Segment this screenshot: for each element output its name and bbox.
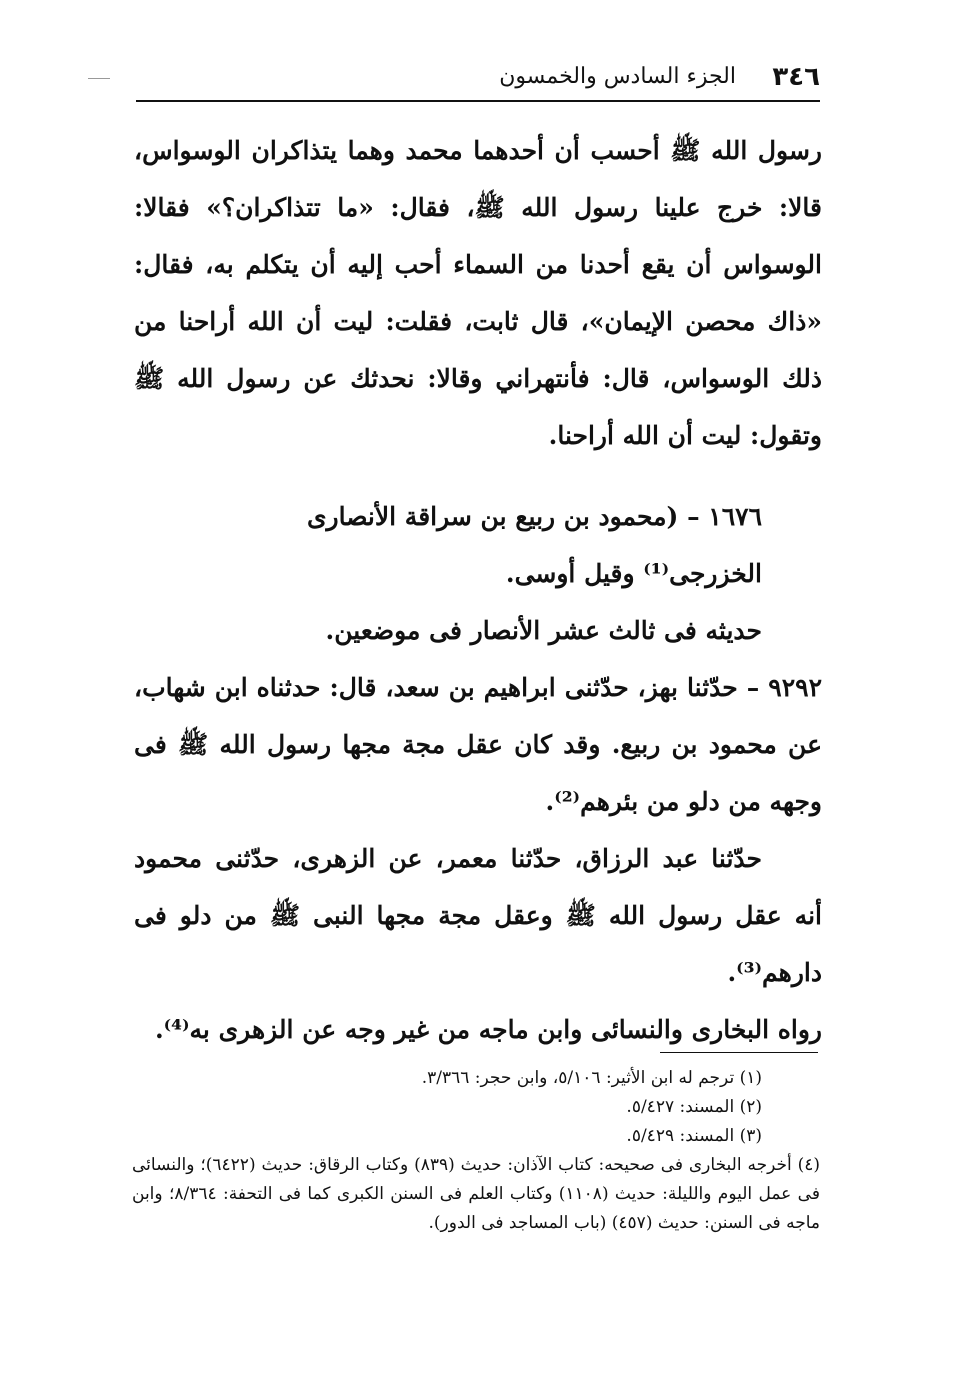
header-title: الجزء السادس والخمسون xyxy=(499,64,736,89)
hadith-paragraph: ٩٢٩٢ – حدّثنا بهز، حدّثنى ابراهيم بن سعد، قال: حدثناه ابن شهاب، عن محمود بن ربيع. وقد كان عقل مجة مجها رسول الله ﷺ فى وجهه من دلو من بئرهم⁽²⁾. xyxy=(134,673,822,816)
main-text xyxy=(134,122,822,1058)
footnotes xyxy=(132,1064,820,1238)
footnote-3: (٣) المسند: ٥/٤٢٩. xyxy=(626,1126,762,1146)
paragraph-gap xyxy=(134,464,822,488)
footnote-2: (٢) المسند: ٥/٤٢٧. xyxy=(626,1097,762,1117)
entry-title-continued: الخزرجى⁽¹⁾ وقيل أوسى. xyxy=(505,559,762,588)
hadith-paragraph: حدّثنا عبد الرزاق، حدّثنا معمر، عن الزهرى، حدّثنى محمود أنه عقل رسول الله ﷺ وعقل مجة مجها النبى ﷺ من دلو فى دارهم⁽³⁾. xyxy=(134,844,822,987)
entry-title: ١٦٧٦ – (محمود بن ربيع بن سراقة الأنصارى xyxy=(306,502,762,531)
footnote-1: (١) ترجم له ابن الأثير: ٥/١٠٦، وابن حجر: ٣/٣٦٦. xyxy=(421,1068,762,1088)
footnote-separator xyxy=(660,1052,818,1053)
margin-mark xyxy=(88,78,110,79)
paragraph-continuation: رسول الله ﷺ أحسب أن أحدهما محمد وهما يتذاكران الوسواس، قالا: خرج علينا رسول الله ﷺ، فقال: «ما تتذاكران؟» فقالا: الوسواس أن يقع أحدنا من السماء أحب إليه أن يتكلم به، فقال: «ذاك محصن الإيمان»، قال ثابت، فقلت: ليت أن الله أراحنا من ذلك الوسواس، قال: فأنتهراني وقالا: نحدثك عن رسول الله ﷺ وتقول: ليت أن الله أراحنا. xyxy=(134,136,822,450)
entry-note: حديثه فى ثالث عشر الأنصار فى موضعين. xyxy=(325,616,762,645)
running-header xyxy=(136,52,820,102)
footnote-4: (٤) أخرجه البخارى فى صحيحه: كتاب الآذان: حديث (٨٣٩) وكتاب الرقاق: حديث (٦٤٢٢)؛ والنسائى فى عمل اليوم والليلة: حديث (١١٠٨) وكتاب العلم فى السنن الكبرى كما فى التحفة: ٨/٣٦٤؛ وابن ماجه فى السنن: حديث (٤٥٧) (باب المساجد فى الدور). xyxy=(132,1155,820,1233)
attribution-paragraph: رواه البخارى والنسائى وابن ماجه من غير وجه عن الزهرى به⁽⁴⁾. xyxy=(154,1015,822,1044)
page-number: ٣٤٦ xyxy=(772,62,820,92)
